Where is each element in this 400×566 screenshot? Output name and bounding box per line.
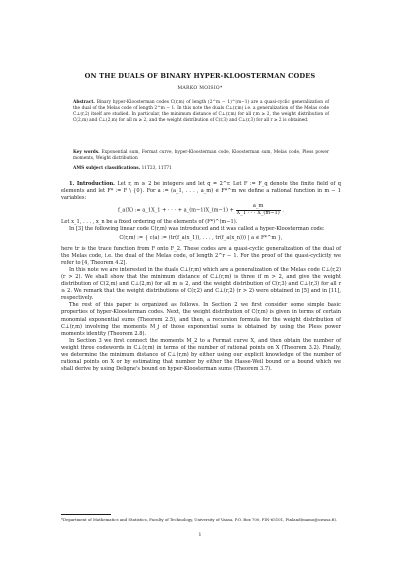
intro-paragraph-6: The rest of this paper is organized as follows. In Section 2 we first consider some simple basic properties of hyper-Kloosterman codes. Next, the weight distribution of C(r,m) is given in terms of certain monomial exponential sums (Theorem 2.5), and then, a recursion formula for the weight distribution of C⊥(r,m) involving the moments M_j of those exponential sums is obtained by using the Pless power moments identity (Theorem 2.8). [61, 302, 341, 337]
equation-1-denominator: X_1 · · · X_(m−1) [236, 209, 280, 216]
intro-p1-text: Let r, m ≥ 2 be integers and let q = 2^r. Let F := F_q denote the finite field of q elements and let F* := F \ {0}. For a := (a_1, . . . , a_m) ∈ F*^m we define a rational function in m − 1 variables: [61, 181, 342, 202]
intro-paragraph-3: In [3] the following linear code C(r,m) was introduced and it was called a hyper-Kloosterman code: [69, 226, 325, 233]
abstract-text: Binary hyper-Kloosterman codes C(r,m) of length (2^m − 1)^(m−1) are a quasi-cyclic generalization of the dual of the Melas code of length 2^m − 1. In this note the duals C⊥(r,m) i.e. a generalization of the Melas code C⊥(r,2) itself are studied. In particular, the minimum distance of C⊥(r,m) for all r,m ≥ 2, the weight distribution of C(2,m) and C⊥(2,m) for all m ≥ 2, and the weight distribution of C(r,3) and C⊥(r,3) for all r ≥ 2 is obtained. [73, 100, 329, 123]
intro-paragraph-4: here tr is the trace function from F onto F_2. These codes are a quasi-cyclic generalization of the dual of the Melas code, i.e. the dual of the Melas code, of length 2^r − 1. For the proof of the quasi-cyclicity we refer to [4, Theorem 4.2]. [61, 245, 341, 266]
author-name: MARKO MOISIO* [177, 86, 223, 91]
equation-1-fraction [236, 204, 281, 216]
intro-paragraph-2: Let x_1, . . . , x_n be a fixed ordering of the elements of (F*)^(m−1). [61, 219, 238, 226]
body-text [61, 181, 341, 373]
intro-paragraph-5: In this note we are interested in the duals C⊥(r,m) which are a generalization of the Melas code C⊥(r,2) (r > 2). We shall show that the minimum distance of C⊥(r,m) is three if m > 2, and give the weight distribution of C(2,m) and C⊥(2,m) for all m ≥ 2, and the weight distribution of C(r,3) and C⊥(r,3) for all r ≥ 2. We remark that the weight distributions of C(r,2) and C⊥(r,2) (r > 2) were obtained in [5] and in [11], respectively. [61, 266, 341, 302]
equation-1-numerator: a_m [236, 204, 281, 211]
equation-1-lhs: f_a(X) := a_1X_1 + · · · + a_(m−1)X_(m−1) + [117, 207, 234, 214]
keywords-label: Key words. [73, 150, 100, 155]
equation-code-definition: C(r,m) := { c(a) := (tr(f_a(x_1)), . . . , tr(f_a(x_n))) | a ∈ F*^m }, [119, 235, 283, 242]
equation-rational-function [61, 204, 341, 216]
keywords [73, 150, 329, 162]
section-heading-introduction: 1. Introduction. [69, 181, 115, 187]
equation-1-end: . [282, 207, 285, 214]
footnote-rule [61, 514, 111, 515]
abstract-label: Abstract. [73, 100, 95, 105]
ams-label: AMS subject classifications. [73, 166, 141, 171]
abstract [73, 100, 329, 124]
page-number: 1 [198, 533, 202, 538]
keywords-text: Exponential sum, Fermat curve, hyper-Kloosterman code, Kloosterman sum, Melas code, Pless power moments, Weight distribution [73, 150, 329, 161]
ams-classification [73, 166, 329, 172]
intro-paragraph-1 [61, 181, 341, 202]
author-affiliation-footnote: *Department of Mathematics and Statistics, Faculty of Technology, University of Vaasa, P.O. Box 700, FIN-65101, Finland(mamo@uwasa.fi). [61, 517, 338, 522]
paper-title: ON THE DUALS OF BINARY HYPER-KLOOSTERMAN CODES [84, 72, 316, 80]
intro-paragraph-7: In Section 3 we first connect the moments M_2 to a Fermat curve X, and then obtain the number of weight three codewords in C⊥(r,m) in terms of the number of rational points on X (Theorem 3.2). Finally, we determine the minimum distance of C⊥(r,m) by either using our explicit knowledge of the number of rational points on X or by estimating that number by either the Hasse-Weil bound or a bound which we shall derive by using Deligne's bound on hyper-Kloosterman sums (Theorem 3.7). [61, 337, 341, 373]
ams-text: 11T23, 11T71 [141, 166, 172, 171]
